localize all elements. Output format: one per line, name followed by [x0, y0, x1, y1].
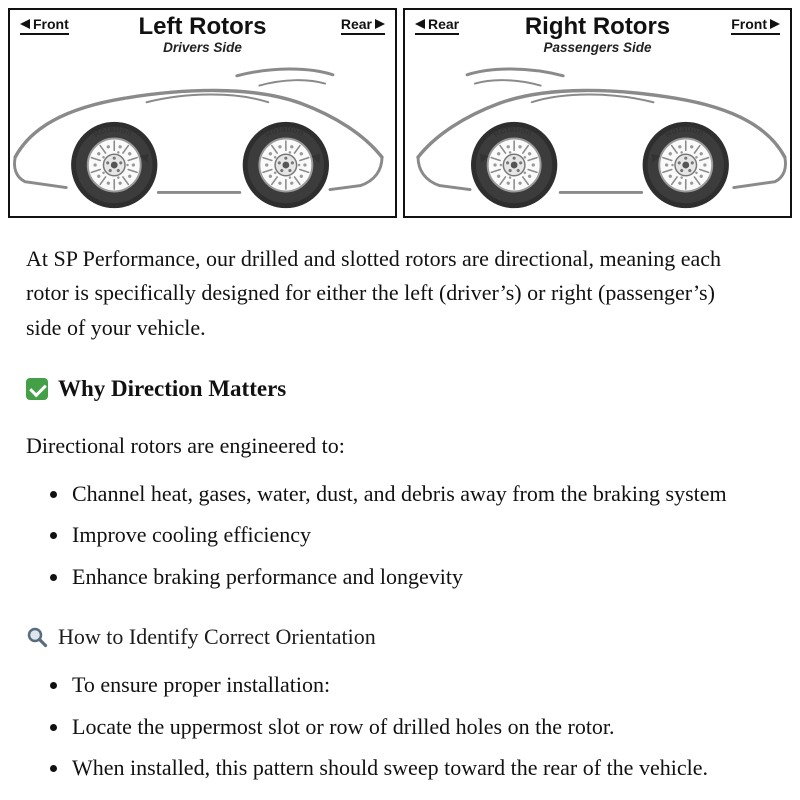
- arrow-left-icon: [20, 19, 30, 29]
- svg-text:Rotation: Rotation: [663, 123, 706, 140]
- list-item: • Enhance braking performance and longevity: [70, 560, 727, 594]
- panel-subtitle: Drivers Side: [163, 40, 242, 56]
- panel-subtitle: Passengers Side: [543, 40, 652, 56]
- section-heading-text: How to Identify Correct Orientation: [58, 624, 376, 650]
- section-heading-why-direction-matters: [26, 371, 774, 407]
- list-item: • Channel heat, gases, water, dust, and debris away from the braking system: [70, 477, 727, 511]
- section-heading-identify-orientation: [26, 620, 774, 654]
- rear-direction-label: [341, 16, 385, 35]
- car-silhouette: [15, 69, 382, 208]
- car-silhouette-mirrored: [418, 69, 785, 208]
- panel-title: Right Rotors: [524, 13, 671, 40]
- panel-title: Left Rotors: [138, 13, 267, 40]
- direction-label-text: Rear: [340, 16, 372, 32]
- benefits-list: [26, 477, 774, 594]
- orientation-steps-list: [26, 668, 774, 785]
- arrow-left-icon: [415, 19, 425, 29]
- section-heading-text: Why Direction Matters: [58, 375, 287, 401]
- svg-text:Rotation: Rotation: [491, 123, 535, 140]
- list-item: • Improve cooling efficiency: [70, 518, 727, 552]
- intro-paragraph: At SP Performance, our drilled and slotted rotors are directional, meaning each rotor is specifically designed for either the left (driver’s) or right (passenger’s) side of your vehicle.: [26, 246, 722, 340]
- direction-label-text: Rear: [428, 16, 460, 32]
- front-direction-label: [20, 16, 69, 35]
- list-item: • To ensure proper installation:: [70, 668, 727, 702]
- check-mark-icon: [26, 378, 48, 400]
- left-rotors-panel: [8, 8, 397, 218]
- front-direction-label: [731, 16, 780, 35]
- rotor-direction-figure: [8, 8, 792, 218]
- rear-direction-label: [415, 16, 459, 35]
- arrow-right-icon: [375, 19, 385, 29]
- direction-label-text: Front: [731, 16, 767, 32]
- article-body: [0, 218, 800, 800]
- arrow-right-icon: [770, 19, 780, 29]
- svg-text:Rotation: Rotation: [91, 123, 135, 140]
- left-car-illustration: [10, 64, 395, 216]
- right-rotors-panel: [403, 8, 792, 218]
- engineered-to-lead: Directional rotors are engineered to:: [26, 432, 345, 458]
- list-item: • When installed, this pattern should sweep toward the rear of the vehicle.: [70, 751, 727, 785]
- direction-label-text: Front: [33, 16, 69, 32]
- right-car-illustration: [405, 64, 790, 216]
- magnifier-icon: [26, 626, 48, 648]
- list-item: • Locate the uppermost slot or row of drilled holes on the rotor.: [70, 710, 727, 744]
- svg-text:Rotation: Rotation: [263, 123, 306, 140]
